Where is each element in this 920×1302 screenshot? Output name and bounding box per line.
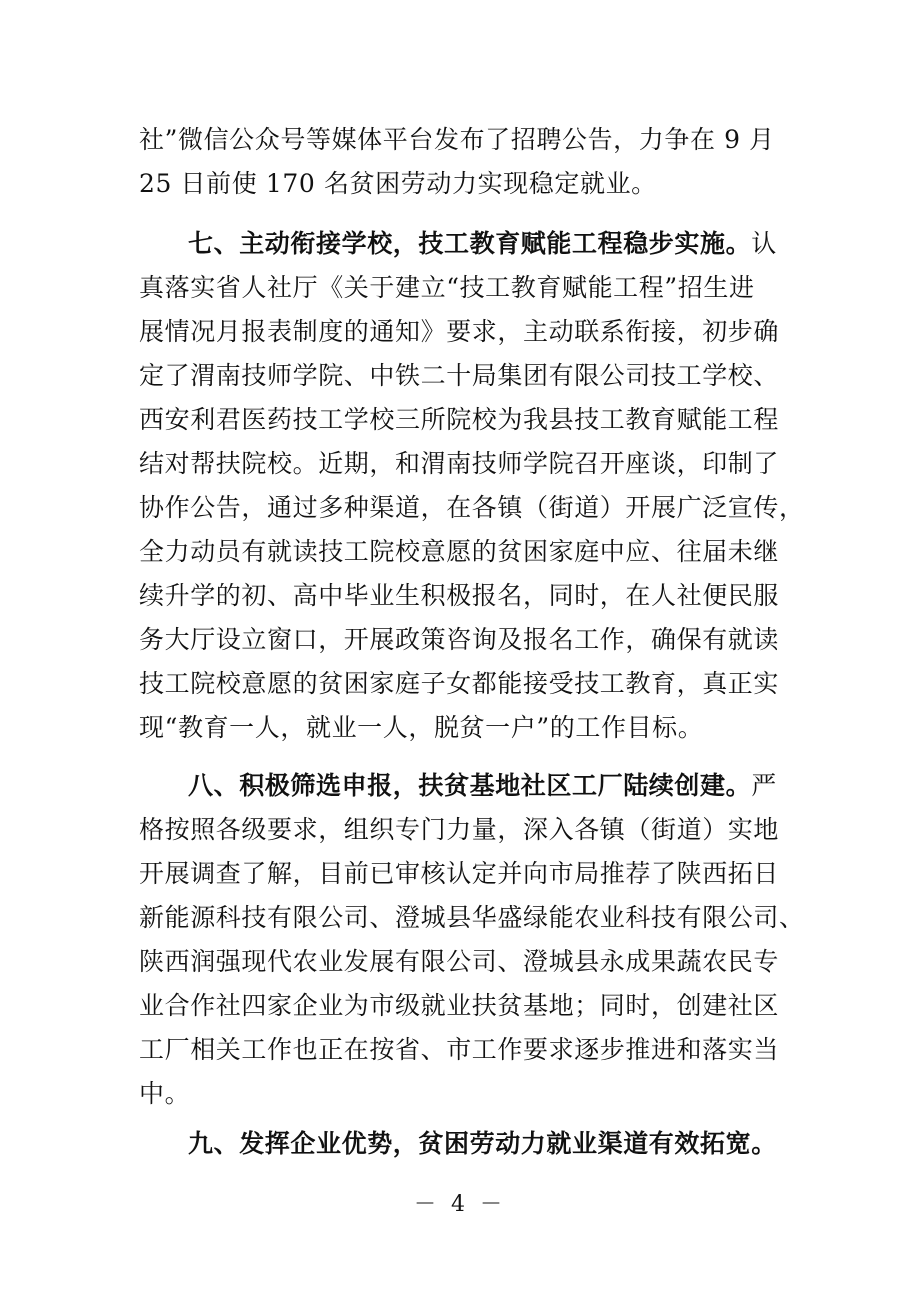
section-8-first-line xyxy=(188,768,828,804)
section-8-heading: 八、积极筛选申报，扶贫基地社区工厂陆续创建。 xyxy=(188,771,752,800)
paragraph-line: 格按照各级要求，组织专门力量，深入各镇（街道）实地 xyxy=(139,815,780,844)
paragraph-line: 定了渭南技师学院、中铁二十局集团有限公司技工学校、 xyxy=(139,361,780,390)
paragraph-line: 技工院校意愿的贫困家庭子女都能接受技工教育，真正实 xyxy=(139,669,780,698)
paragraph-line: 25 日前使 170 名贫困劳动力实现稳定就业。 xyxy=(139,169,657,198)
paragraph-line: 务大厅设立窗口，开展政策咨询及报名工作，确保有就读 xyxy=(139,625,780,654)
paragraph-line: 续升学的初、高中毕业生积极报名，同时，在人社便民服 xyxy=(139,581,780,610)
page-number: － 4 － xyxy=(414,1192,506,1217)
section-9-heading: 九、发挥企业优势，贫困劳动力就业渠道有效拓宽。 xyxy=(188,1129,777,1158)
paragraph-line: 新能源科技有限公司、澄城县华盛绿能农业科技有限公司、 xyxy=(139,903,805,932)
paragraph-line: 结对帮扶院校。近期，和渭南技师学院召开座谈，印制了 xyxy=(139,449,780,478)
paragraph-line: 全力动员有就读技工院校意愿的贫困家庭中应、往届未继 xyxy=(139,537,780,566)
paragraph-line: 业合作社四家企业为市级就业扶贫基地；同时，创建社区 xyxy=(139,991,780,1020)
section-7-first-line xyxy=(188,226,828,262)
section-7-heading: 七、主动衔接学校，技工教育赋能工程稳步实施。 xyxy=(188,229,752,258)
paragraph-line: 社”微信公众号等媒体平台发布了招聘公告，力争在 9 月 xyxy=(139,125,775,154)
paragraph-line: 西安利君医药技工学校三所院校为我县技工教育赋能工程 xyxy=(139,405,780,434)
paragraph-line: 展情况月报表制度的通知》要求，主动联系衔接，初步确 xyxy=(139,317,780,346)
paragraph-line: 开展调查了解，目前已审核认定并向市局推荐了陕西拓日 xyxy=(139,859,780,888)
paragraph-line: 中。 xyxy=(139,1079,191,1108)
paragraph-line: 真落实省人社厅《关于建立“技工教育赋能工程”招生进 xyxy=(139,273,755,302)
section-8-first-line-rest: 严 xyxy=(751,771,777,800)
section-7-first-line-rest: 认 xyxy=(751,229,777,258)
paragraph-line: 现“教育一人，就业一人，脱贫一户”的工作目标。 xyxy=(139,713,704,742)
paragraph-line: 陕西润强现代农业发展有限公司、澄城县永成果蔬农民专 xyxy=(139,947,780,976)
paragraph-line: 工厂相关工作也正在按省、市工作要求逐步推进和落实当 xyxy=(139,1035,780,1064)
paragraph-line: 协作公告，通过多种渠道，在各镇（街道）开展广泛宣传， xyxy=(139,493,805,522)
